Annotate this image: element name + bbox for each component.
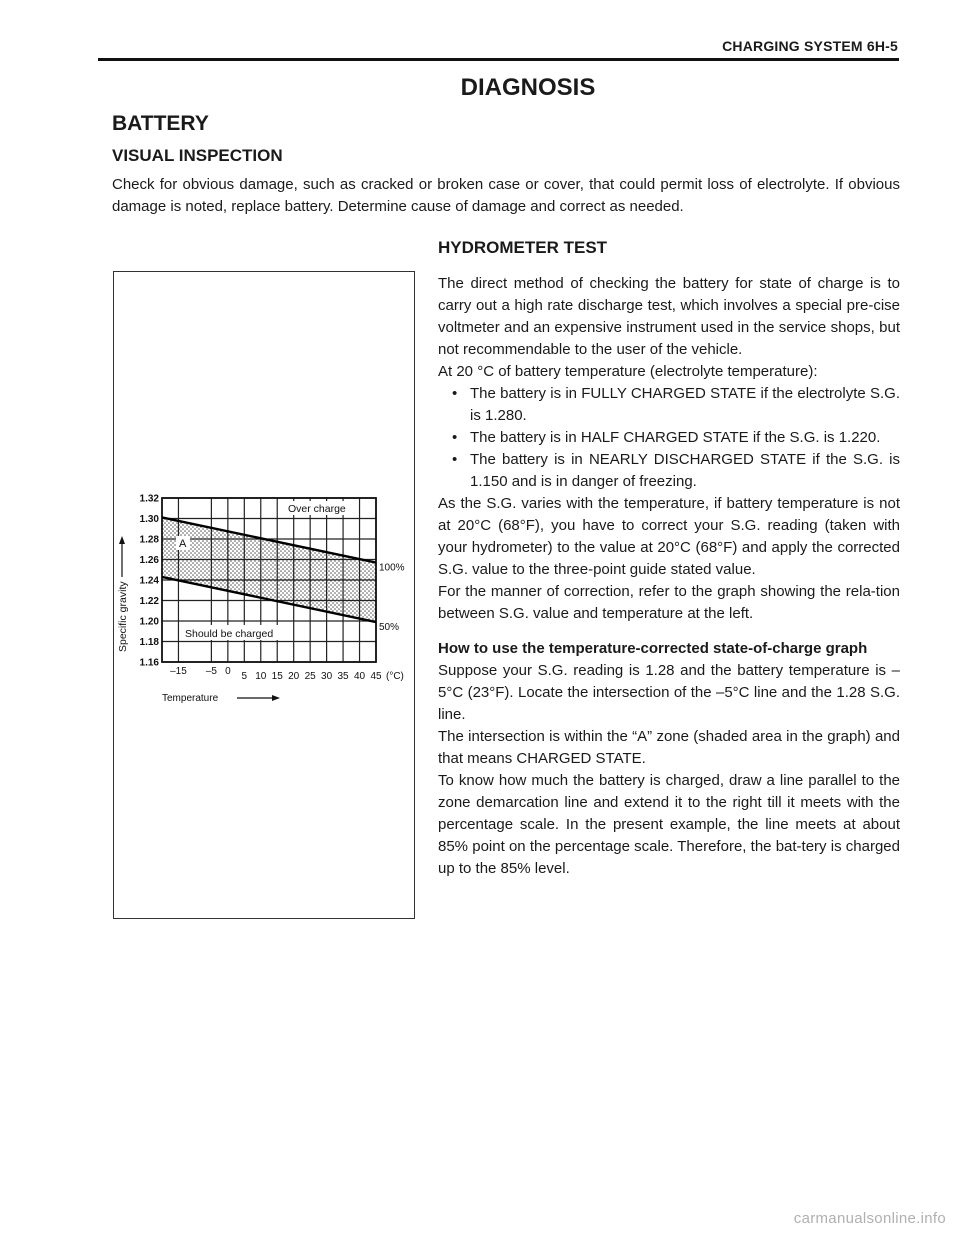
x-tick-label: 15 [271, 671, 283, 682]
series-label-100pct: 100% [379, 562, 405, 574]
x-tick-label: –15 [170, 666, 187, 677]
zone-a-label: A [179, 538, 187, 550]
y-tick-label: 1.28 [139, 534, 159, 546]
section-title-battery: BATTERY [112, 112, 209, 135]
header-rule [98, 58, 899, 61]
paragraph: Suppose your S.G. reading is 1.28 and the battery temperature is –5°C (23°F). Locate the intersection of the –5°C line and the 1.28 S.G. line. [438, 662, 900, 723]
paragraph: The intersection is within the “A” zone (shaded area in the graph) and that means CHARGED STATE. [438, 728, 900, 767]
bullet-item: • The battery is in NEARLY DISCHARGED STATE if the S.G. is 1.150 and is in danger of freezing. [438, 449, 900, 493]
paragraph: For the manner of correction, refer to the graph showing the rela-tion between S.G. value and temperature at the left. [438, 583, 900, 622]
y-tick-label: 1.24 [139, 575, 159, 587]
y-tick-label: 1.20 [139, 616, 159, 628]
x-tick-label: 0 [225, 666, 231, 677]
watermark: carmanualsonline.info [793, 1210, 946, 1227]
x-tick-label: 10 [255, 671, 267, 682]
bullet-item: • The battery is in FULLY CHARGED STATE if the electrolyte S.G. is 1.280. [438, 383, 900, 427]
subsection-title-visual-inspection: VISUAL INSPECTION [112, 146, 283, 165]
paragraph-heading: How to use the temperature-corrected state-of-charge graph [438, 640, 868, 657]
x-tick-label: 20 [288, 671, 300, 682]
y-tick-label: 1.18 [139, 637, 159, 648]
x-unit-label: (°C) [386, 671, 404, 682]
section-title-diagnosis: DIAGNOSIS [460, 74, 596, 101]
paragraph: The direct method of checking the battery for state of charge is to carry out a high rate discharge test, which involves a special pre-cise voltmeter and an expensive instrument used in the service shops, but not recommendable to the user of the vehicle. [438, 275, 900, 358]
x-tick-label: 25 [304, 671, 316, 682]
x-tick-label: 40 [353, 671, 366, 682]
series-label-50pct: 50% [379, 622, 400, 634]
charged-zone-a [162, 517, 376, 622]
x-axis-arrow-head [272, 695, 280, 701]
overcharge-label: Over charge [288, 503, 346, 515]
y-tick-label: 1.16 [139, 657, 159, 669]
x-tick-label: –5 [205, 666, 217, 677]
y-axis-title: Specific gravity [117, 581, 129, 652]
bullet-item: • The battery is in HALF CHARGED STATE if the S.G. is 1.220. [438, 427, 900, 449]
x-axis-title: Temperature [162, 693, 219, 704]
y-tick-label: 1.22 [139, 596, 159, 607]
figure-frame [113, 271, 415, 919]
y-axis-arrow-head [119, 536, 125, 544]
sg-temperature-chart [114, 272, 414, 918]
x-tick-label: 35 [337, 671, 349, 682]
y-tick-label: 1.30 [139, 514, 159, 525]
x-tick-label: 30 [321, 671, 333, 682]
paragraph: At 20 °C of battery temperature (electrolyte temperature): [438, 363, 818, 380]
page-header-title: CHARGING SYSTEM 6H-5 [722, 38, 898, 54]
y-tick-label: 1.32 [139, 493, 159, 505]
paragraph: To know how much the battery is charged, draw a line parallel to the zone demarcation line and extend it to the right till it meets with the percentage scale. In the present example, the line meets at about 85% point on the percentage scale. Therefore, the bat-tery is charged up to the 85% level. [438, 772, 900, 877]
subsection-title-hydrometer-test: HYDROMETER TEST [438, 238, 608, 257]
y-tick-label: 1.26 [139, 555, 159, 566]
visual-inspection-text: Check for obvious damage, such as cracked or broken case or cover, that could permit loss of electrolyte. If obvious damage is noted, replace battery. Determine cause of damage and correct as needed. [112, 176, 900, 215]
hydrometer-text [438, 273, 900, 880]
x-tick-label: 45 [370, 671, 382, 682]
x-tick-label: 5 [241, 671, 248, 682]
should-be-charged-label: Should be charged [185, 628, 274, 640]
paragraph: As the S.G. varies with the temperature, if battery temperature is not at 20°C (68°F), you have to correct your S.G. reading (taken with your hydrometer) to the value at 20°C (68°F) and apply the corrected S.G. value to the three-point guide stated value. [438, 495, 900, 578]
